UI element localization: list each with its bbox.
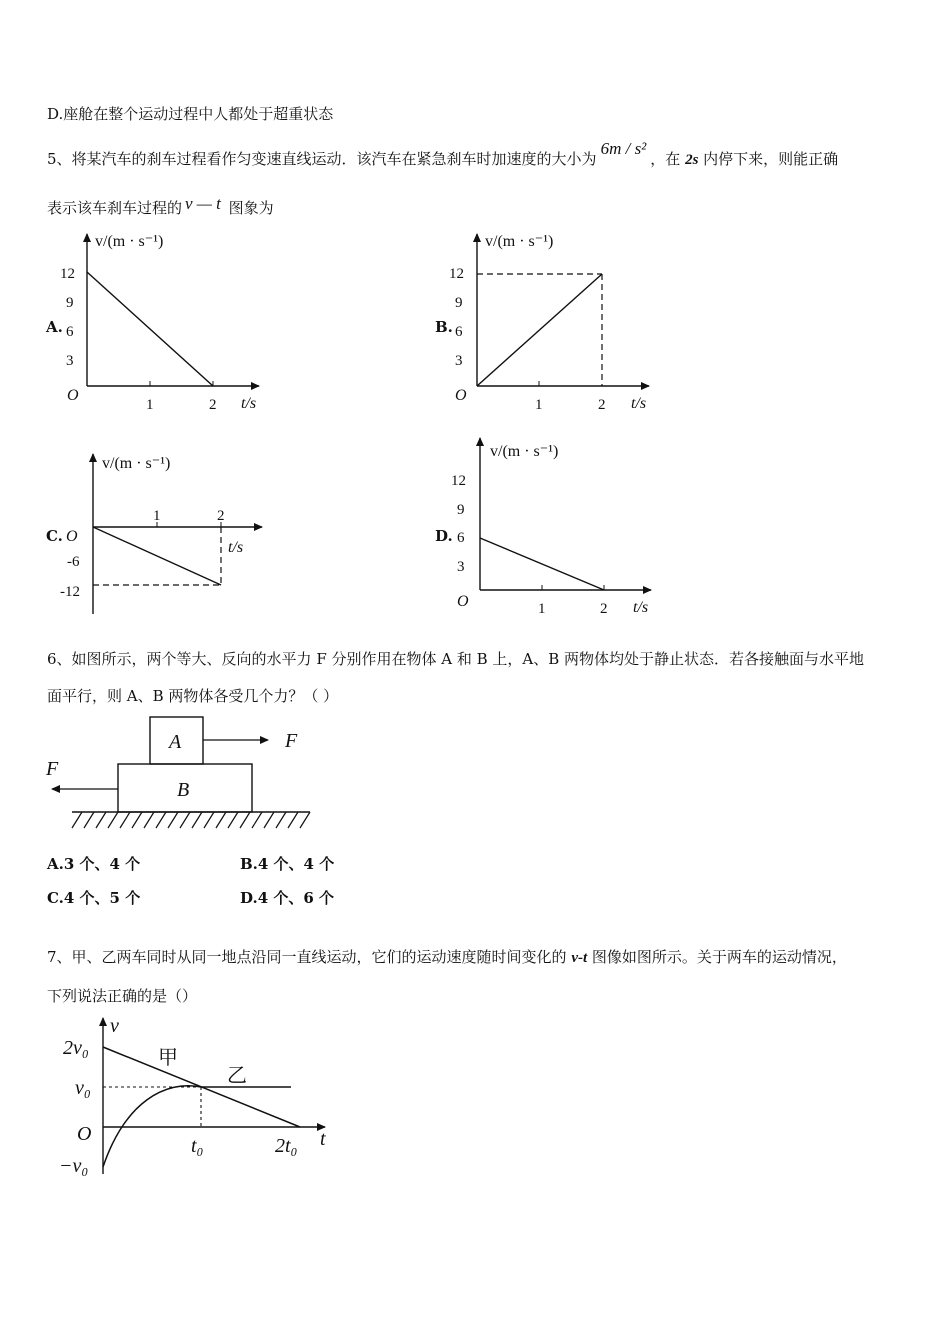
graph-a-xlabel: t/s bbox=[241, 395, 257, 412]
q5-line2-a: 表示该车刹车过程的 bbox=[47, 199, 183, 217]
graph-d-ytick: 9 bbox=[457, 502, 465, 518]
q6-option-b[interactable]: B.4 个、4 个 bbox=[240, 855, 335, 873]
ground-hatch-mark bbox=[156, 812, 166, 828]
graph-a-ylabel: v/(m · s⁻¹) bbox=[95, 233, 164, 250]
q7-line1 bbox=[47, 946, 847, 967]
q7-figure bbox=[55, 1012, 355, 1187]
graph-d bbox=[447, 434, 677, 624]
graph-d-ytick: 3 bbox=[457, 559, 465, 575]
q5-time: 2s bbox=[685, 152, 699, 168]
graph-c-xtick: 2 bbox=[217, 508, 225, 524]
block-a-label: A bbox=[169, 731, 182, 753]
q5-line1-c: 内停下来，则能正确 bbox=[698, 150, 839, 168]
ground-hatch-mark bbox=[228, 812, 238, 828]
graph-d-xtick: 2 bbox=[600, 601, 608, 617]
force-left-label: F bbox=[46, 758, 59, 780]
force-right-label: F bbox=[285, 730, 298, 752]
graph-a-ytick: 9 bbox=[66, 295, 74, 311]
graph-a-xtick: 2 bbox=[209, 397, 217, 413]
q5-vt: v — t bbox=[185, 194, 221, 213]
graph-c-xtick: 1 bbox=[153, 508, 161, 524]
graph-b-label: B. bbox=[435, 318, 453, 336]
graph-a bbox=[55, 228, 285, 418]
q5-line1 bbox=[47, 139, 839, 169]
graph-b-xlabel: t/s bbox=[631, 395, 647, 412]
ground-hatch-mark bbox=[252, 812, 262, 828]
ground-hatch-mark bbox=[300, 812, 310, 828]
q7-label-jia: 甲 bbox=[158, 1047, 178, 1069]
block-b-label: B bbox=[177, 779, 190, 801]
q7-vt: v-t bbox=[571, 950, 588, 966]
q6-option-c[interactable]: C.4 个、5 个 bbox=[47, 889, 141, 907]
ground-hatch-mark bbox=[216, 812, 226, 828]
ground-hatch-mark bbox=[288, 812, 298, 828]
graph-b-xtick: 1 bbox=[535, 397, 543, 413]
ground-hatch-mark bbox=[192, 812, 202, 828]
q7-x-2t0: 2t₀ bbox=[275, 1135, 298, 1157]
q6-option-a[interactable]: A.3 个、4 个 bbox=[47, 855, 141, 873]
graph-b-ytick: 3 bbox=[455, 353, 463, 369]
ground-hatch-mark bbox=[120, 812, 130, 828]
q6-line2: 面平行，则 A、B 两物体各受几个力？（ ） bbox=[47, 687, 339, 705]
graph-b-xtick: 2 bbox=[598, 397, 606, 413]
graph-a-label: A. bbox=[46, 318, 63, 336]
q5-accel: 6m / s² bbox=[600, 139, 647, 158]
q7-y-v0: v₀ bbox=[75, 1077, 91, 1099]
graph-d-ytick: 6 bbox=[457, 530, 465, 546]
q5-line2 bbox=[47, 194, 274, 218]
graph-a-line bbox=[87, 272, 213, 386]
graph-c-ytick: -12 bbox=[60, 584, 80, 600]
q7-line1-b: 图像如图所示。关于两车的运动情况， bbox=[587, 948, 847, 966]
ground-hatch-mark bbox=[108, 812, 118, 828]
q7-y-neg-v0: −v₀ bbox=[59, 1155, 89, 1177]
q7-x-t0: t₀ bbox=[191, 1135, 204, 1157]
ground-hatch-mark bbox=[144, 812, 154, 828]
q7-label-yi: 乙 bbox=[227, 1065, 247, 1087]
graph-b-ytick: 12 bbox=[449, 266, 464, 282]
q7-line2: 下列说法正确的是（） bbox=[47, 987, 198, 1005]
graph-d-xtick: 1 bbox=[538, 601, 546, 617]
graph-d-origin: O bbox=[457, 593, 469, 610]
q5-line1-a: 5、将某汽车的刹车过程看作匀变速直线运动．该汽车在紧急刹车时加速度的大小为 bbox=[47, 150, 597, 168]
graph-a-ytick: 12 bbox=[60, 266, 75, 282]
graph-d-ytick: 12 bbox=[451, 473, 466, 489]
q6-figure bbox=[42, 712, 322, 832]
graph-c-line bbox=[93, 527, 221, 585]
graph-d-label: D. bbox=[435, 527, 453, 545]
graph-b-ytick: 9 bbox=[455, 295, 463, 311]
graph-d-line bbox=[480, 538, 604, 590]
q7-origin: O bbox=[77, 1123, 92, 1145]
graph-c-ylabel: v/(m · s⁻¹) bbox=[102, 455, 171, 472]
q7-y-axis-label: v bbox=[110, 1015, 119, 1037]
prev-option-d: D.座舱在整个运动过程中人都处于超重状态 bbox=[47, 105, 334, 123]
graph-a-ytick: 6 bbox=[66, 324, 74, 340]
graph-c-origin: O bbox=[66, 528, 78, 545]
graph-a-ytick: 3 bbox=[66, 353, 74, 369]
graph-a-origin: O bbox=[67, 387, 79, 404]
q5-line2-b: 图象为 bbox=[223, 199, 274, 217]
ground-hatch-mark bbox=[96, 812, 106, 828]
graph-a-xtick: 1 bbox=[146, 397, 154, 413]
q7-x-axis-label: t bbox=[320, 1128, 326, 1150]
ground-hatch-mark bbox=[264, 812, 274, 828]
ground-hatch-mark bbox=[240, 812, 250, 828]
graph-b-ytick: 6 bbox=[455, 324, 463, 340]
q6-option-d[interactable]: D.4 个、6 个 bbox=[240, 889, 335, 907]
graph-d-xlabel: t/s bbox=[633, 599, 649, 616]
ground-hatch-mark bbox=[72, 812, 82, 828]
q6-line1: 6、如图所示，两个等大、反向的水平力 F 分别作用在物体 A 和 B 上，A、B 两物体均处于静止状态．若各接触面与水平地 bbox=[47, 650, 865, 668]
ground-hatch-mark bbox=[168, 812, 178, 828]
graph-b-origin: O bbox=[455, 387, 467, 404]
graph-b bbox=[445, 228, 675, 418]
ground-hatch-mark bbox=[84, 812, 94, 828]
graph-d-ylabel: v/(m · s⁻¹) bbox=[490, 443, 559, 460]
graph-b-ylabel: v/(m · s⁻¹) bbox=[485, 233, 554, 250]
graph-c-xlabel: t/s bbox=[228, 539, 244, 556]
graph-c-ytick: -6 bbox=[67, 554, 80, 570]
ground-hatch-mark bbox=[204, 812, 214, 828]
graph-b-line bbox=[477, 274, 602, 386]
q7-line1-a: 7、甲、乙两车同时从同一地点沿同一直线运动，它们的运动速度随时间变化的 bbox=[47, 948, 572, 966]
graph-c-label: C. bbox=[46, 527, 63, 545]
ground-hatch-mark bbox=[276, 812, 286, 828]
ground-hatch bbox=[72, 812, 310, 828]
ground-hatch-mark bbox=[180, 812, 190, 828]
q5-line1-b: ，在 bbox=[650, 150, 686, 168]
ground-hatch-mark bbox=[132, 812, 142, 828]
q7-y-2v0: 2v₀ bbox=[63, 1037, 89, 1059]
graph-c bbox=[60, 448, 290, 628]
